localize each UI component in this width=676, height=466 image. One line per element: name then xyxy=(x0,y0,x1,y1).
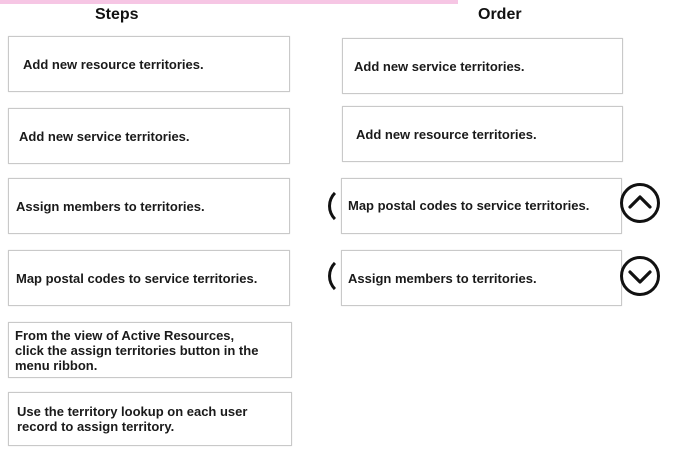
order-heading: Order xyxy=(478,6,522,23)
step-item-label: Add new service territories. xyxy=(19,128,190,144)
move-down-button[interactable] xyxy=(620,256,660,296)
order-item-label: Assign members to territories. xyxy=(348,270,537,286)
step-item-label: Use the territory lookup on each user record to assign territory. xyxy=(17,404,248,434)
step-item-label: Add new resource territories. xyxy=(23,56,204,72)
drag-bracket-icon xyxy=(328,256,350,296)
order-item-2[interactable] xyxy=(342,106,623,162)
step-item-6[interactable] xyxy=(8,392,292,446)
step-item-3[interactable] xyxy=(8,178,290,234)
step-item-label: Map postal codes to service territories. xyxy=(16,270,258,286)
top-accent-bar xyxy=(0,0,458,4)
order-item-label: Add new service territories. xyxy=(354,58,525,74)
order-item-label: Add new resource territories. xyxy=(356,126,537,142)
order-item-label: Map postal codes to service territories. xyxy=(348,198,590,213)
step-item-label: Assign members to territories. xyxy=(16,198,205,214)
step-item-1[interactable] xyxy=(8,36,290,92)
step-item-5[interactable] xyxy=(8,322,292,378)
move-up-button[interactable] xyxy=(620,183,660,223)
chevron-down-icon xyxy=(623,259,657,293)
chevron-up-icon xyxy=(623,186,657,220)
step-item-2[interactable] xyxy=(8,108,290,164)
step-item-label: From the view of Active Resources, click the assign territories button in the menu ribbon. xyxy=(15,327,259,373)
steps-heading: Steps xyxy=(95,6,139,23)
order-item-3[interactable] xyxy=(341,178,622,234)
order-item-1[interactable] xyxy=(342,38,623,94)
step-item-4[interactable] xyxy=(8,250,290,306)
drag-bracket-icon xyxy=(328,186,350,226)
order-item-4[interactable] xyxy=(341,250,622,306)
